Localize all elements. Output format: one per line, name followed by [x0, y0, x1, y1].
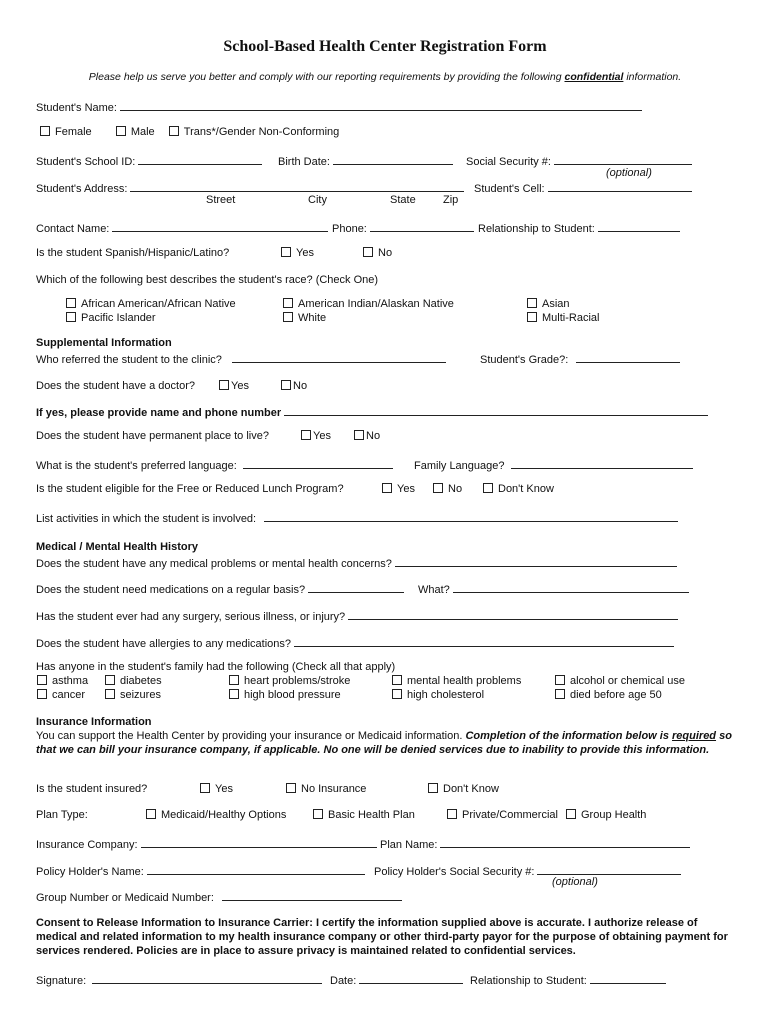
policy-ssn-row: Policy Holder's Social Security #:	[374, 863, 681, 878]
allergies-field[interactable]	[294, 635, 674, 647]
hispanic-question: Is the student Spanish/Hispanic/Latino?	[36, 247, 230, 259]
race-option: White	[283, 312, 326, 324]
insurance-company-field[interactable]	[141, 836, 377, 848]
signature-relationship-row: Relationship to Student:	[470, 972, 666, 987]
lunch-yes-checkbox[interactable]	[382, 483, 392, 493]
plan-type-label: Plan Type:	[36, 809, 88, 821]
address-field[interactable]	[130, 180, 464, 192]
language-row: What is the student's preferred language:	[36, 457, 393, 472]
language-field[interactable]	[243, 457, 393, 469]
policy-holder-field[interactable]	[147, 863, 365, 875]
race-option: African American/African Native	[66, 298, 236, 310]
ssn-field[interactable]	[554, 153, 692, 165]
lunch-yes: Yes	[382, 483, 415, 495]
surgery-field[interactable]	[348, 608, 678, 620]
contact-name-row: Contact Name:	[36, 220, 328, 235]
form-title: School-Based Health Center Registration Form	[223, 38, 547, 55]
ssn-row: Social Security #:	[466, 153, 692, 168]
insured-dont-know: Don't Know	[428, 783, 499, 795]
grade-row: Student's Grade?:	[480, 351, 680, 366]
student-name-row: Student's Name:	[36, 99, 642, 114]
medical-row: Does the student have any medical problems or mental health concerns?	[36, 555, 677, 570]
doctor-question: Does the student have a doctor?	[36, 380, 195, 392]
relationship-row: Relationship to Student:	[478, 220, 680, 235]
activities-field[interactable]	[264, 510, 678, 522]
family-condition: seizures	[105, 689, 161, 701]
plan-type-option: Private/Commercial	[447, 809, 558, 821]
family-history-question: Has anyone in the student's family had the following (Check all that apply)	[36, 661, 396, 673]
plan-type-checkbox[interactable]	[313, 809, 323, 819]
relationship-field[interactable]	[598, 220, 680, 232]
family-language-field[interactable]	[511, 457, 693, 469]
referred-field[interactable]	[232, 351, 446, 363]
insurance-company-row: Insurance Company:	[36, 836, 377, 851]
doctor-yes: Yes	[219, 380, 249, 392]
insured-dont-know-checkbox[interactable]	[428, 783, 438, 793]
group-number-field[interactable]	[222, 889, 402, 901]
family-condition: asthma	[37, 675, 88, 687]
lunch-dont-know: Don't Know	[483, 483, 554, 495]
allergies-row: Does the student have allergies to any medications?	[36, 635, 674, 650]
family-condition-checkbox[interactable]	[229, 689, 239, 699]
doctor-no: No	[281, 380, 307, 392]
plan-name-row: Plan Name:	[380, 836, 690, 851]
family-condition: heart problems/stroke	[229, 675, 350, 687]
activities-row: List activities in which the student is involved:	[36, 510, 678, 525]
race-option: American Indian/Alaskan Native	[283, 298, 454, 310]
medical-heading: Medical / Mental Health History	[36, 541, 198, 553]
plan-type-option: Group Health	[566, 809, 646, 821]
race-option: Pacific Islander	[66, 312, 156, 324]
intro-text: Please help us serve you better and comply with our reporting requirements by providing the following confidential information.	[88, 71, 682, 83]
female-checkbox[interactable]	[40, 126, 50, 136]
race-checkbox[interactable]	[283, 312, 293, 322]
permanent-question: Does the student have permanent place to live?	[36, 430, 269, 442]
hispanic-no-checkbox[interactable]	[363, 247, 373, 257]
race-checkbox[interactable]	[283, 298, 293, 308]
family-condition: diabetes	[105, 675, 162, 687]
race-checkbox[interactable]	[527, 312, 537, 322]
insurance-heading: Insurance Information	[36, 716, 152, 728]
no-insurance-checkbox[interactable]	[286, 783, 296, 793]
family-condition-checkbox[interactable]	[555, 675, 565, 685]
student-name-field[interactable]	[120, 99, 642, 111]
signature-relationship-field[interactable]	[590, 972, 666, 984]
doctor-no-checkbox[interactable]	[281, 380, 291, 390]
consent-text: Consent to Release Information to Insurance Carrier: I certify the information supplied above is accurate. I authorize release of medical and related information to my health insurance company or other third-party payor for the purpose of obtaining payment for services rendered. Policies are in place to assure privacy is maintained related to confidential services.	[36, 917, 728, 957]
address-row: Student's Address:	[36, 180, 464, 195]
race-checkbox[interactable]	[66, 312, 76, 322]
plan-type-option: Basic Health Plan	[313, 809, 415, 821]
lunch-no-checkbox[interactable]	[433, 483, 443, 493]
birth-date-row: Birth Date:	[278, 153, 453, 168]
doctor-name-row: If yes, please provide name and phone number	[36, 404, 708, 419]
family-condition-checkbox[interactable]	[37, 689, 47, 699]
address-part-street: Street	[206, 194, 236, 206]
birth-date-field[interactable]	[333, 153, 453, 165]
policy-ssn-field[interactable]	[537, 863, 681, 875]
plan-name-field[interactable]	[440, 836, 690, 848]
date-field[interactable]	[359, 972, 463, 984]
policy-ssn-optional-note: (optional)	[552, 876, 598, 888]
family-language-row: Family Language?	[414, 457, 693, 472]
race-question: Which of the following best describes the student's race? (Check One)	[36, 274, 379, 286]
cell-row: Student's Cell:	[474, 180, 692, 195]
referred-row: Who referred the student to the clinic?	[36, 351, 446, 366]
insurance-info-text: You can support the Health Center by providing your insurance or Medicaid information. Completion of the information below is required so that we can bill your insurance company, if applicable. No one will be denied services due to inability to provide this information.	[36, 730, 732, 756]
ssn-optional-note: (optional)	[606, 167, 652, 179]
family-condition-checkbox[interactable]	[105, 689, 115, 699]
race-checkbox[interactable]	[66, 298, 76, 308]
family-condition-checkbox[interactable]	[392, 675, 402, 685]
address-part-zip: Zip	[443, 194, 459, 206]
family-condition-checkbox[interactable]	[555, 689, 565, 699]
lunch-dont-know-checkbox[interactable]	[483, 483, 493, 493]
insured-yes-checkbox[interactable]	[200, 783, 210, 793]
phone-row: Phone:	[332, 220, 474, 235]
medications-field[interactable]	[308, 581, 404, 593]
medications-what-field[interactable]	[453, 581, 689, 593]
school-id-field[interactable]	[138, 153, 262, 165]
permanent-no: No	[354, 430, 380, 442]
race-checkbox[interactable]	[527, 298, 537, 308]
medical-field[interactable]	[395, 555, 677, 567]
trans-checkbox[interactable]	[169, 126, 179, 136]
signature-field[interactable]	[92, 972, 322, 984]
family-condition-checkbox[interactable]	[392, 689, 402, 699]
plan-type-checkbox[interactable]	[566, 809, 576, 819]
surgery-row: Has the student ever had any surgery, serious illness, or injury?	[36, 608, 678, 623]
grade-field[interactable]	[576, 351, 680, 363]
insured-question: Is the student insured?	[36, 783, 148, 795]
doctor-yes-checkbox[interactable]	[219, 380, 229, 390]
group-number-row: Group Number or Medicaid Number:	[36, 889, 402, 904]
cell-field[interactable]	[548, 180, 692, 192]
doctor-name-field[interactable]	[284, 404, 708, 416]
plan-type-checkbox[interactable]	[146, 809, 156, 819]
medications-what-row: What?	[418, 581, 689, 596]
lunch-no: No	[433, 483, 462, 495]
family-condition-checkbox[interactable]	[105, 675, 115, 685]
address-part-state: State	[390, 194, 416, 206]
family-condition: cancer	[37, 689, 85, 701]
gender-options: Female Male Trans*/Gender Non-Conforming	[40, 126, 339, 138]
race-option: Multi-Racial	[527, 312, 599, 324]
hispanic-yes-checkbox[interactable]	[281, 247, 291, 257]
permanent-no-checkbox[interactable]	[354, 430, 364, 440]
race-option: Asian	[527, 298, 570, 310]
family-condition-checkbox[interactable]	[229, 675, 239, 685]
family-condition: alcohol or chemical use	[555, 675, 685, 687]
school-id-row: Student's School ID:	[36, 153, 262, 168]
family-condition: died before age 50	[555, 689, 662, 701]
date-row: Date:	[330, 972, 463, 987]
supplemental-heading: Supplemental Information	[36, 337, 172, 349]
family-condition: mental health problems	[392, 675, 521, 687]
phone-field[interactable]	[370, 220, 474, 232]
family-condition: high cholesterol	[392, 689, 484, 701]
family-condition-checkbox[interactable]	[37, 675, 47, 685]
insured-yes: Yes	[200, 783, 233, 795]
hispanic-yes: Yes	[281, 247, 314, 259]
insured-no: No Insurance	[286, 783, 366, 795]
permanent-yes: Yes	[301, 430, 331, 442]
plan-type-checkbox[interactable]	[447, 809, 457, 819]
policy-holder-row: Policy Holder's Name:	[36, 863, 365, 878]
hispanic-no: No	[363, 247, 392, 259]
contact-name-field[interactable]	[112, 220, 328, 232]
permanent-yes-checkbox[interactable]	[301, 430, 311, 440]
male-checkbox[interactable]	[116, 126, 126, 136]
medications-row: Does the student need medications on a regular basis?	[36, 581, 404, 596]
plan-type-option: Medicaid/Healthy Options	[146, 809, 286, 821]
lunch-question: Is the student eligible for the Free or Reduced Lunch Program?	[36, 483, 344, 495]
signature-row: Signature:	[36, 972, 322, 987]
family-condition: high blood pressure	[229, 689, 341, 701]
address-part-city: City	[308, 194, 327, 206]
